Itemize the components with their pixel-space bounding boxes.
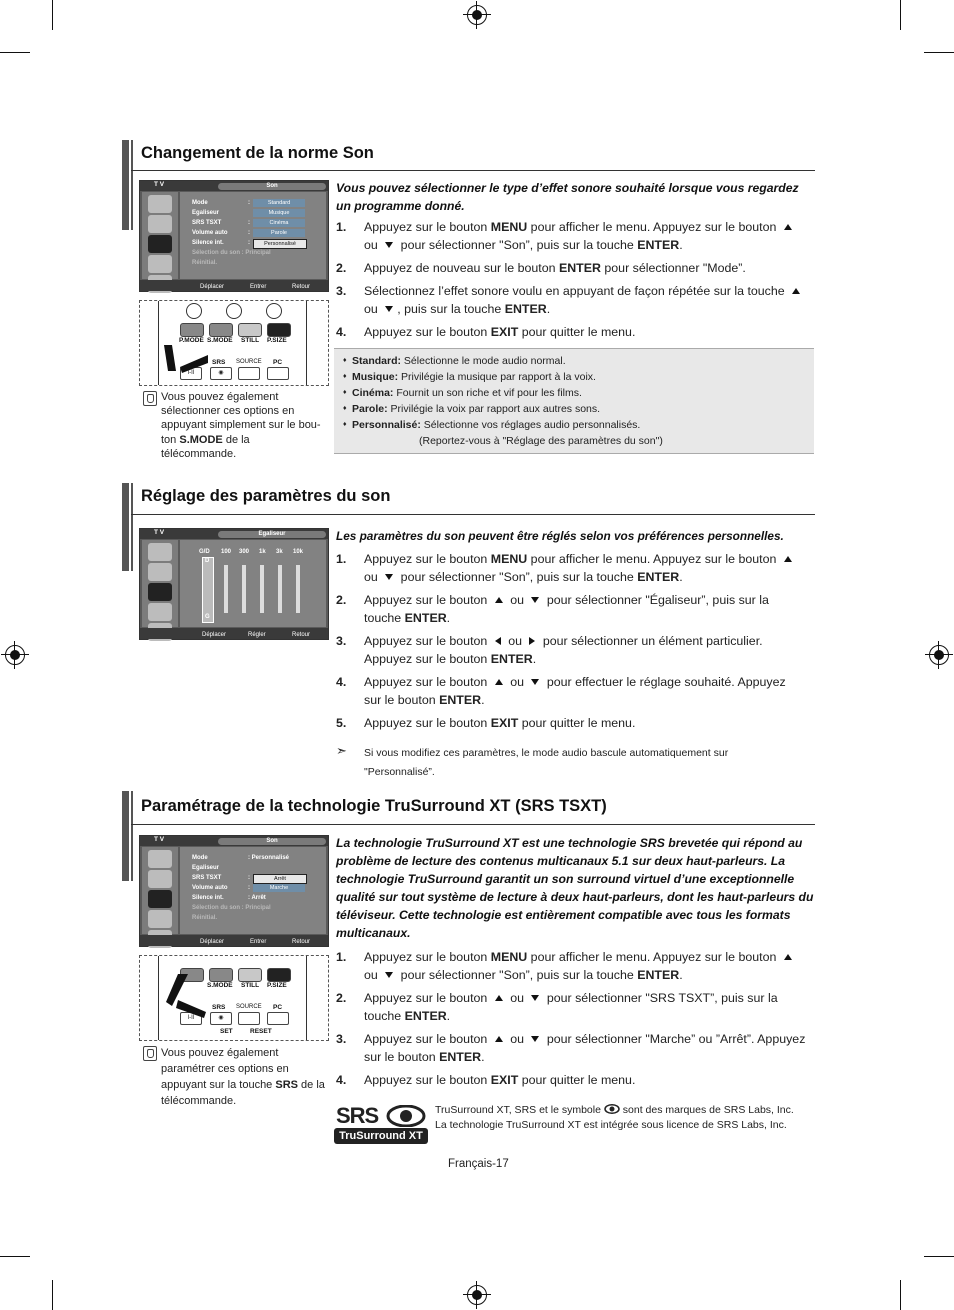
srs-symbol-icon: [604, 1104, 620, 1114]
menu-title: Son: [218, 838, 326, 845]
steps-list: [336, 948, 806, 1094]
menu-title: Egaliseur: [218, 531, 326, 538]
eq-slider: [260, 565, 264, 613]
button-icon: [266, 303, 282, 319]
up-arrow-icon: [784, 224, 792, 230]
crop-mark: [900, 0, 901, 30]
remote-control-illustration: S.MODE STILL P.SIZE SRS SOURCE PC I-II ◉ SET RESET: [139, 955, 329, 1041]
crop-mark: [52, 0, 53, 30]
srs-button-icon: ◉: [210, 1012, 232, 1025]
left-arrow-icon: [495, 637, 501, 645]
up-arrow-icon: [495, 995, 503, 1001]
tv-label: T V: [154, 836, 165, 843]
tip-text: Si vous modifiez ces paramètres, le mode audio bascule automatiquement sur "Personnalisé”.: [364, 747, 729, 778]
image-menu-icon: [148, 215, 172, 233]
smode-button: [209, 323, 233, 337]
tv-menu-screen-son: T V Son Mode Egaliseur SRS TSXT Volume auto Silence int. Sélection du son : Principal Réinitial. : : : : Standard Musique Cinéma Parole Personnalisé Déplacer Entrer Retour: [139, 180, 329, 292]
steps-list: [336, 550, 806, 737]
tv-menu-screen-srs: T V Son Mode Egaliseur SRS TSXT Volume auto Silence int. Sélection du son : Principal Réinitial. : Personnalisé : : : Arrêt Arrêt Marche Déplacer Entrer Retour: [139, 835, 329, 947]
section-title: Paramétrage de la technologie TruSurround XT (SRS TSXT): [141, 797, 607, 815]
step-item: 2. Appuyez sur le bouton ou pour sélectionner "SRS TSXT”, puis sur la touche ENTER.: [336, 991, 778, 1023]
step-item: 3. Sélectionnez l’effet sonore voulu en appuyant de façon répétée sur la touche ou , puis sur la touche ENTER.: [336, 282, 806, 318]
crop-mark: [0, 1256, 30, 1257]
srs-circle-logo-icon: [386, 1105, 426, 1127]
remote-note: Vous pouvez également sélectionner ces options en appuyant simplement sur le bou-ton S.MODE de la télécommande.: [161, 391, 321, 460]
up-arrow-icon: [495, 1036, 503, 1042]
section-bar: [131, 140, 133, 230]
section-bar: [122, 483, 129, 571]
step-item: 1. Appuyez sur le bouton MENU pour afficher le menu. Appuyez sur le bouton ou pour sélectionner "Son”, puis sur la touche ENTER.: [336, 550, 806, 586]
section-bar: [131, 791, 133, 881]
srs-button-icon: ◉: [210, 367, 232, 380]
pmode-button: [180, 323, 204, 337]
down-arrow-icon: [531, 679, 539, 685]
tv-label: T V: [154, 181, 165, 188]
tv-menu-screen-equalizer: T V Egaliseur G/D 100 300 1k 3k 10k D G Déplacer Régler Retour: [139, 528, 329, 640]
srs-trusurround-logo: SRS TruSurround XT: [334, 1103, 428, 1145]
step-item: 5. Appuyez sur le bouton EXIT pour quitter le menu.: [336, 716, 636, 730]
section-intro: La technologie TruSurround XT est une technologie SRS brevetée qui répond au problème de lecture des contenus multicanaux 5.1 sur deux haut-parleurs. La technologie TruSurround garantit un son surround virtuel d’une exceptionnelle qualité sur tout système de lecture à deux haut-parleurs, dont les haut-parleurs du téléviseur. Cette technologie est entièrement compatible avec tous les formats multicanaux.: [336, 836, 814, 940]
crop-mark: [52, 1280, 53, 1310]
note-icon: [143, 391, 157, 406]
page-number: Français-17: [448, 1158, 509, 1170]
down-arrow-icon: [385, 574, 393, 580]
registration-mark-icon: [467, 1285, 487, 1305]
mode-item: ♦ Musique: Privilégie la musique par rapport à la voix.: [338, 369, 814, 385]
step-item: 3. Appuyez sur le bouton ou pour sélectionner "Marche” ou ”Arrêt”. Appuyez sur le bouton ENTER.: [336, 1032, 806, 1064]
section-title: Changement de la norme Son: [141, 144, 374, 162]
section-divider: [131, 514, 815, 515]
section-divider: [131, 824, 815, 825]
crop-mark: [900, 1280, 901, 1310]
crop-mark: [924, 1256, 954, 1257]
up-arrow-icon: [784, 556, 792, 562]
step-item: 1. Appuyez sur le bouton MENU pour afficher le menu. Appuyez sur le bouton ou pour sélectionner "Son”, puis sur la touche ENTER.: [336, 948, 806, 984]
section-divider: [131, 170, 815, 171]
still-button: [238, 323, 262, 337]
section-intro: Vous pouvez sélectionner le type d’effet sonore souhaité lorsque vous regardez un programme donné.: [336, 181, 799, 213]
eq-slider: [242, 565, 246, 613]
step-item: 4. Appuyez sur le bouton EXIT pour quitter le menu.: [336, 325, 636, 339]
picture-menu-icon: [148, 195, 172, 213]
up-arrow-icon: [495, 679, 503, 685]
step-item: 4. Appuyez sur le bouton ou pour effectuer le réglage souhaité. Appuyez sur le bouton ENTER.: [336, 675, 786, 707]
note-icon: [143, 1046, 157, 1061]
step-item: 1. Appuyez sur le bouton MENU pour afficher le menu. Appuyez sur le bouton ou pour sélectionner "Son”, puis sur la touche ENTER.: [336, 218, 806, 254]
down-arrow-icon: [531, 1036, 539, 1042]
right-arrow-icon: [529, 637, 535, 645]
mode-item: ♦ Cinéma: Fournit un son riche et vif pour les films.: [338, 385, 814, 401]
pointer-arrow-icon: [162, 341, 212, 375]
psize-button: [267, 323, 291, 337]
pointer-arrow-icon: [164, 972, 212, 1020]
step-item: 4. Appuyez sur le bouton EXIT pour quitter le menu.: [336, 1073, 636, 1087]
down-arrow-icon: [531, 597, 539, 603]
tv-label: T V: [154, 529, 165, 536]
down-arrow-icon: [385, 972, 393, 978]
button-icon: [226, 303, 242, 319]
mode-item: ♦ Personnalisé: Sélectionne vos réglages audio personnalisés.: [338, 417, 814, 433]
menu-title: Son: [218, 183, 326, 190]
srs-trademark-note: TruSurround XT, SRS et le symbole sont des marques de SRS Labs, Inc. La technologie TruSurround XT est intégrée sous licence de SRS Labs, Inc.: [435, 1104, 794, 1131]
step-item: 2. Appuyez sur le bouton ou pour sélectionner "Égaliseur”, puis sur la touche ENTER.: [336, 593, 769, 625]
sound-menu-icon: [148, 235, 172, 253]
down-arrow-icon: [531, 995, 539, 1001]
registration-mark-icon: [5, 645, 25, 665]
registration-mark-icon: [467, 5, 487, 25]
up-arrow-icon: [495, 597, 503, 603]
remote-note: Vous pouvez également paramétrer ces options en appuyant sur la touche SRS de la télécommande.: [161, 1047, 325, 1107]
eq-slider: [278, 565, 282, 613]
section-title: Réglage des paramètres du son: [141, 487, 391, 505]
steps-list: [336, 218, 806, 346]
crop-mark: [0, 52, 30, 53]
registration-mark-icon: [929, 645, 949, 665]
channel-menu-icon: [148, 255, 172, 273]
section-bar: [122, 140, 129, 230]
sound-modes-box: [334, 348, 814, 454]
eq-slider: [296, 565, 300, 613]
button-icon: [186, 303, 202, 319]
up-arrow-icon: [784, 954, 792, 960]
down-arrow-icon: [385, 306, 393, 312]
up-arrow-icon: [792, 288, 800, 294]
section-intro: Les paramètres du son peuvent être réglés selon vos préférences personnelles.: [336, 529, 784, 543]
down-arrow-icon: [385, 242, 393, 248]
crop-mark: [924, 52, 954, 53]
section-bar: [122, 791, 129, 881]
step-item: 3. Appuyez sur le bouton ou pour sélectionner un élément particulier. Appuyez sur le bouton ENTER.: [336, 634, 763, 666]
section-bar: [131, 483, 133, 571]
mode-item: ♦ Standard: Sélectionne le mode audio normal.: [338, 353, 814, 369]
eq-slider: [224, 565, 228, 613]
step-item: 2. Appuyez de nouveau sur le bouton ENTER pour sélectionner "Mode”.: [336, 261, 746, 275]
tip-arrow-icon: ➣: [336, 744, 347, 759]
mode-item: ♦ Parole: Privilégie la voix par rapport aux autres sons.: [338, 401, 814, 417]
remote-control-illustration: P.MODE S.MODE STILL P.SIZE SRS SOURCE PC I-II ◉: [139, 300, 329, 386]
mode-reference: (Reportez-vous à "Réglage des paramètres du son"): [419, 435, 663, 447]
